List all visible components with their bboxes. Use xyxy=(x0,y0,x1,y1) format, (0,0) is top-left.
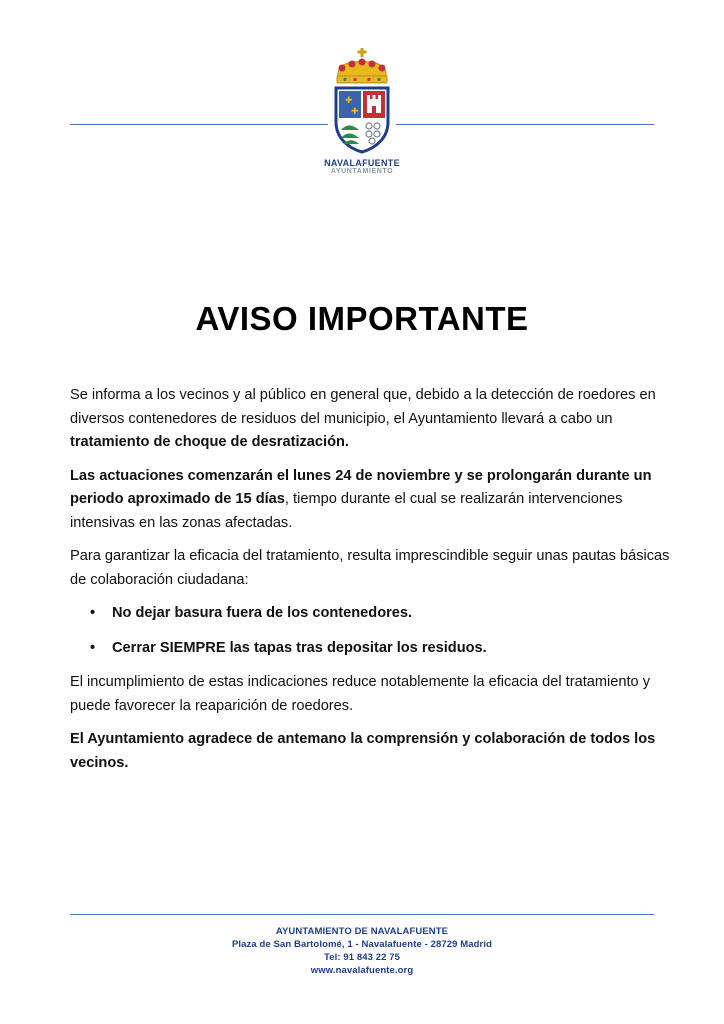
document-footer xyxy=(0,925,724,977)
municipality-subtitle: AYUNTAMIENTO xyxy=(330,168,394,175)
coat-of-arms-icon xyxy=(328,48,396,158)
paragraph-guidelines: Para garantizar la eficacia del tratamiento, resulta imprescindible seguir unas pautas básicas de colaboración ciudadana: xyxy=(70,548,670,588)
footer-rule xyxy=(70,914,654,915)
notice-title: AVISO IMPORTANTE xyxy=(195,300,529,337)
footer-website: www.navalafuente.org xyxy=(310,965,414,976)
header-rule-right xyxy=(396,124,654,125)
intro-bold-text: tratamiento de choque de desratización. xyxy=(70,434,349,450)
intro-text: Se informa a los vecinos y al público en general que, debido a la detección de roedores en diversos contenedores de residuos del municipio, el Ayuntamiento llevará a cabo un xyxy=(70,387,656,427)
paragraph-dates xyxy=(70,465,670,536)
bullet-icon: • xyxy=(90,639,96,656)
footer-phone: Tel: 91 843 22 75 xyxy=(324,952,400,963)
list-item xyxy=(70,602,670,626)
municipality-name: NAVALAFUENTE xyxy=(324,158,400,168)
thanks-bold-text: El Ayuntamiento agradece de antemano la comprensión y colaboración de todos los vecinos. xyxy=(70,731,656,771)
guidelines-list xyxy=(70,602,670,660)
paragraph-thanks xyxy=(70,728,670,775)
paragraph-intro xyxy=(70,384,670,455)
header-rule-left xyxy=(70,124,328,125)
svg-text:✚: ✚ xyxy=(351,107,359,117)
footer-org-name: AYUNTAMIENTO DE NAVALAFUENTE xyxy=(275,926,449,937)
list-item-text: No dejar basura fuera de los contenedores. xyxy=(112,605,413,621)
bullet-icon: • xyxy=(90,605,96,621)
footer-address: Plaza de San Bartolomé, 1 - Navalafuente - 28729 Madrid xyxy=(232,939,492,950)
svg-text:✚: ✚ xyxy=(345,96,353,106)
dates-bold-text: Las actuaciones comenzarán el lunes 24 de noviembre y se prolongarán durante un periodo aproximado de 15 días xyxy=(70,467,652,507)
list-item-text: Cerrar SIEMPRE las tapas tras depositar los residuos. xyxy=(112,639,487,656)
document-header xyxy=(0,0,724,200)
notice-body xyxy=(70,384,670,785)
paragraph-warning: El incumplimiento de estas indicaciones reduce notablemente la eficacia del tratamiento y puede favorecer la reaparición de roedores. xyxy=(70,674,651,714)
list-item xyxy=(70,637,670,661)
dates-text: , tiempo durante el cual se realizarán intervenciones intensivas en las zonas afectadas. xyxy=(70,491,623,531)
